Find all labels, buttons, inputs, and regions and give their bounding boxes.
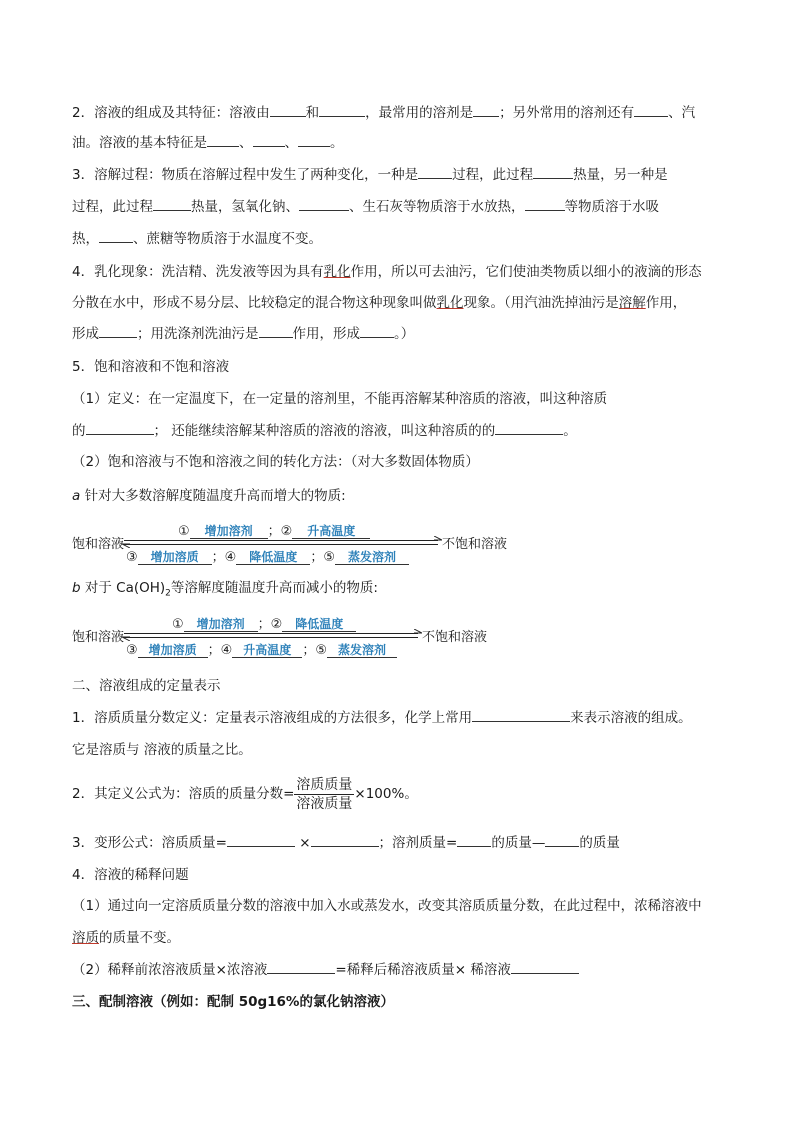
text: 溶解 [618,295,646,311]
blank [525,197,565,211]
text: 过程，此过程 [72,199,153,215]
para-4-line-1 [72,262,702,282]
left-label: 饱和溶液 [72,630,125,645]
case-a-diagram [72,518,532,564]
arrow-right-head-icon [434,536,442,542]
case-b-heading [72,578,378,604]
fill-answer: 蒸发溶剂 [327,641,397,658]
text: 、蔗糖等物质溶于水温度不变。 [133,231,322,247]
blank [267,960,335,974]
text: 热量，另一种是 [573,167,668,183]
text: × [299,835,311,851]
text: 油。溶液的基本特征是 [72,135,207,151]
arrow-top [124,540,438,541]
text: 溶质 [72,930,99,946]
text: 过程，此过程 [452,167,534,183]
marker: ；④ [207,643,233,658]
right-label: 不饱和溶液 [442,537,508,552]
para-3-line-1 [72,165,668,185]
para-4-line-2 [72,293,686,313]
text: 、 [284,135,298,151]
text: 的质量不变。 [99,930,180,946]
text: 1．溶质质量分数定义：定量表示溶液组成的方法很多，化学上常用 [72,710,473,726]
fill-answer: 增加溶质 [138,548,212,565]
para-2-line-2 [72,133,344,153]
numerator: 溶质质量 [296,776,353,793]
text: 对于 Ca(OH) [80,580,166,596]
fill-answer: 升高温度 [232,641,302,658]
blank [227,833,295,847]
blank [311,833,379,847]
marker: ① [172,617,184,632]
text: ；用洗涤剂洗油污是 [137,326,259,342]
right-label: 不饱和溶液 [422,630,488,645]
text: 热量，氢氧化钠、 [191,199,299,215]
text: 来表示溶液的组成。 [570,710,692,726]
text: 4．溶液的稀释问题 [72,867,189,883]
blank [253,133,285,147]
fill-answer: 增加溶剂 [184,615,258,632]
para-5-title [72,357,229,377]
text: 2．溶液的组成及其特征：溶液由 [72,105,270,121]
marker: ；② [267,524,293,539]
text: 3．溶解过程：物质在溶解过程中发生了两种变化，一种是 [72,167,419,183]
arrow-bottom [124,544,438,545]
para-5-def-line-1 [72,389,607,409]
blank [99,324,137,338]
sec2-line-1b [72,740,252,760]
blank [457,833,491,847]
bottom-conditions [126,546,409,565]
text: =稀释后稀溶液质量× 稀溶液 [335,962,511,978]
text: 二、溶液组成的定量表示 [72,678,221,694]
section-3-title [72,992,394,1012]
blank [495,421,563,435]
fill-answer: 降低温度 [282,615,356,632]
sec2-line-3 [72,833,620,853]
blank [360,324,394,338]
text: 的 [72,423,86,439]
text: 的质量 [579,835,620,851]
blank [545,833,579,847]
text: ； 还能继续溶解某种溶质的溶液的溶液，叫这种溶质的的 [153,423,496,439]
sec2-line-5 [72,896,702,916]
arrow-top [124,633,418,634]
fill-answer: 增加溶剂 [190,522,268,539]
text: 。 [563,423,577,439]
blank [298,133,330,147]
para-5-def-line-2 [72,421,577,441]
blank [473,103,499,117]
text: ，最常用的溶剂是 [365,105,474,121]
top-conditions [172,613,356,632]
blank [418,165,452,179]
blank [533,165,573,179]
para-3-line-2 [72,197,659,217]
text: 等溶解度随温度升高而减小的物质: [170,580,378,596]
text: 三、配制溶液（例如：配制 50g16%的氯化钠溶液） [72,994,394,1010]
text: 5．饱和溶液和不饱和溶液 [72,359,230,375]
para-2-line-1 [72,103,695,123]
text: 、 [239,135,253,151]
text: 。） [394,326,415,342]
para-3-line-3 [72,229,322,249]
text: ；另外常用的溶剂还有 [499,105,635,121]
section-2-title [72,676,221,696]
text: 、汽 [668,105,696,121]
fill-answer: 增加溶质 [138,641,208,658]
marker: ；④ [211,550,237,565]
marker: ③ [126,643,138,658]
marker: ；⑤ [310,550,335,565]
top-conditions [178,520,370,539]
text: 作用，所以可去油污，它们使油类物质以细小的液滴的形态 [350,264,702,280]
text: ×100%。 [354,786,418,802]
blank [299,197,349,211]
text: 2．其定义公式为：溶质的质量分数= [72,786,295,802]
case-a-heading [72,486,346,506]
text: 热， [72,231,99,247]
text: 作用，形成 [292,326,360,342]
blank [472,708,570,722]
sec2-line-1 [72,708,692,728]
text: 3．变形公式：溶质质量= [72,835,227,851]
formula-line [72,774,418,814]
text: 。 [330,135,344,151]
denominator: 溶液质量 [296,795,353,812]
text: （2）稀释前浓溶液质量×浓溶液 [72,962,268,978]
fill-answer: 降低温度 [236,548,310,565]
para-4-line-3 [72,324,414,344]
blank [634,103,668,117]
text: （2）饱和溶液与不饱和溶液之间的转化方法：（对大多数固体物质） [72,454,479,470]
blank [511,960,579,974]
arrow-bottom [124,637,418,638]
marker: ；⑤ [302,643,327,658]
left-label: 饱和溶液 [72,537,125,552]
sec2-line-6 [72,960,579,980]
text: 作用， [645,295,687,311]
text: 的质量— [491,835,546,851]
fill-answer: 蒸发溶剂 [335,548,409,565]
text: 4．乳化现象：洗洁精、洗发液等因为具有 [72,264,324,280]
blank [153,197,191,211]
blank [270,103,306,117]
text: ；溶剂质量= [378,835,458,851]
para-5-conversion [72,452,479,472]
blank [99,229,133,243]
text: 乳化 [323,264,351,280]
text: （1）定义：在一定温度下，在一定量的溶剂里，不能再溶解某种溶质的溶液，叫这种溶质 [72,391,608,407]
text: 和 [305,105,320,121]
blank [319,103,365,117]
blank [259,324,293,338]
text: 、生石灰等物质溶于水放热， [349,199,525,215]
marker: ③ [126,550,138,565]
text: b [72,580,81,596]
arrow-right-head-icon [414,629,422,635]
marker: ；② [257,617,283,632]
fraction [294,776,354,813]
fill-answer: 升高温度 [292,522,370,539]
text: 乳化 [436,295,464,311]
sec2-line-5b [72,928,180,948]
text: 形成 [72,326,99,342]
text: a [72,488,81,504]
text: 等物质溶于水吸 [564,199,659,215]
bottom-conditions [126,639,397,658]
text: （1）通过向一定溶质质量分数的溶液中加入水或蒸发水，改变其溶质质量分数，在此过程中，浓稀溶液中 [72,898,702,914]
blank [86,421,154,435]
text: 针对大多数溶解度随温度升高而增大的物质: [80,488,346,504]
blank [207,133,239,147]
text: 它是溶质与 溶液的质量之比。 [72,742,252,758]
case-b-diagram [72,612,532,658]
marker: ① [178,524,190,539]
sec2-line-4 [72,865,189,885]
text: 分散在水中，形成不易分层、比较稳定的混合物这种现象叫做 [72,295,437,311]
text: 现象。（用汽油洗掉油污是 [463,295,619,311]
text: 2 [165,588,171,599]
